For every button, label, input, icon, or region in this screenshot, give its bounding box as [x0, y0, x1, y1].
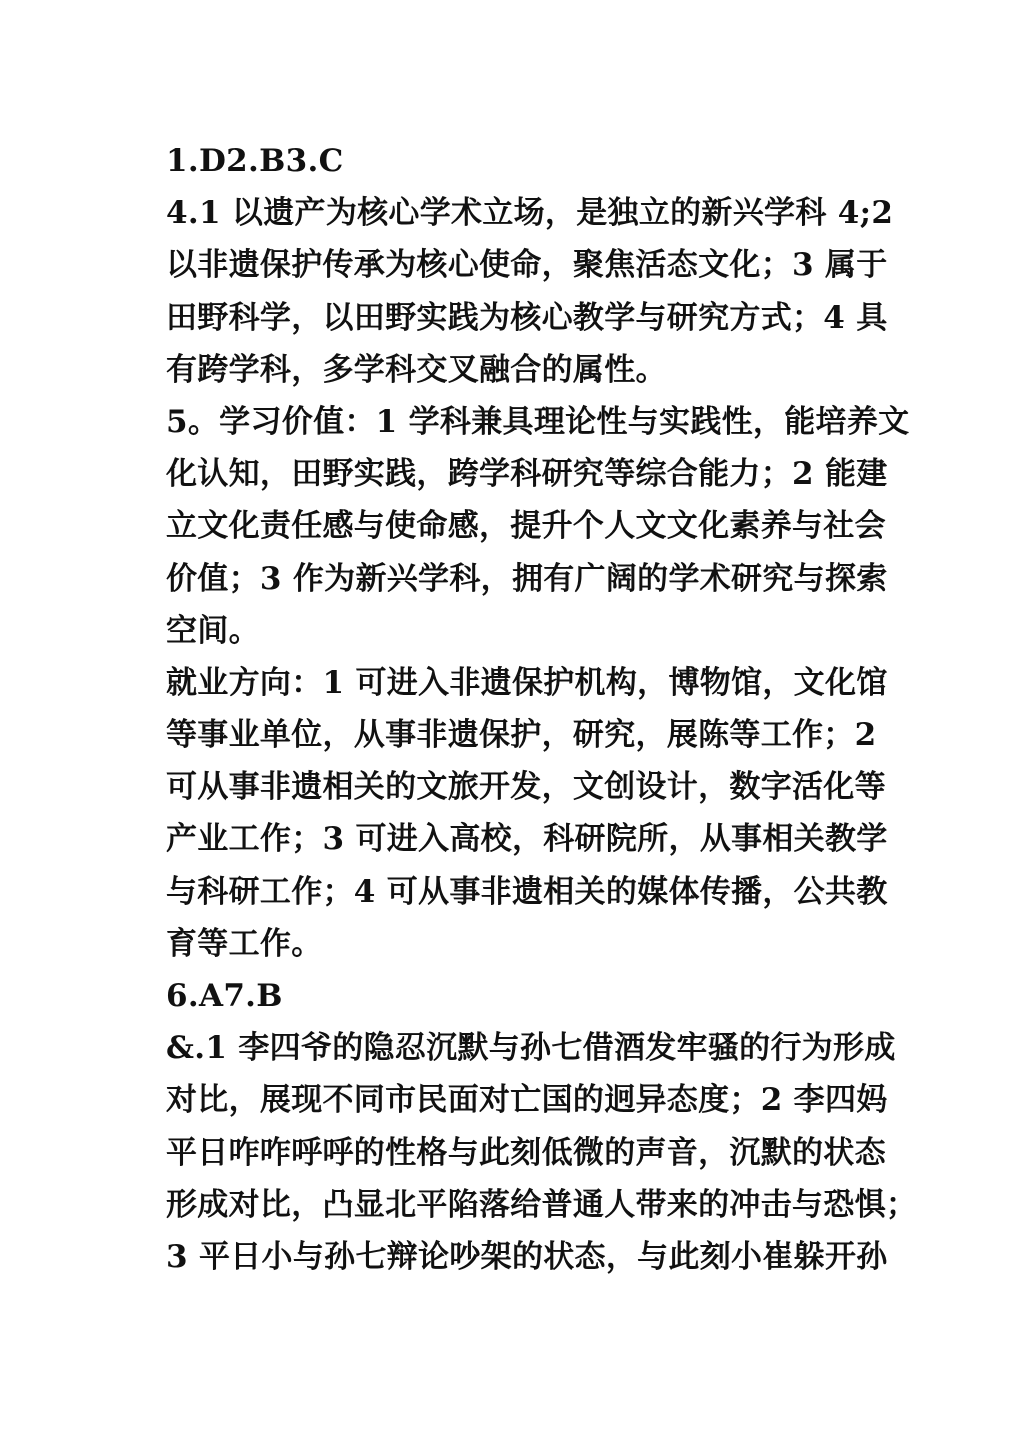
text-line-answers-1-3: 1.D2.B3.C: [166, 143, 344, 179]
text-line-q5-3: 立文化责任感与使命感，提升个人文文化素养与社会: [166, 508, 886, 545]
answer-text: [166, 135, 918, 1283]
text-line-answers-6-7: 6.A7.B: [166, 978, 283, 1014]
text-line-q4-4: 有跨学科，多学科交叉融合的属性。: [166, 351, 667, 388]
text-line-q4-3: 田野科学，以田野实践为核心教学与研究方式；4 具: [166, 299, 888, 336]
text-line-career-2: 等事业单位，从事非遗保护，研究，展陈等工作；2: [166, 717, 877, 754]
text-line-q5-4: 价值；3 作为新兴学科，拥有广阔的学术研究与探索: [166, 560, 888, 597]
text-line-career-5: 与科研工作；4 可从事非遗相关的媒体传播，公共教: [166, 873, 888, 910]
text-line-q8-1: &.1 李四爷的隐忍沉默与孙七借酒发牢骚的行为形成: [166, 1030, 896, 1067]
text-line-q5-2: 化认知，田野实践，跨学科研究等综合能力；2 能建: [166, 456, 888, 493]
text-line-career-1: 就业方向：1 可进入非遗保护机构，博物馆，文化馆: [166, 664, 888, 701]
text-line-q8-5: 3 平日小与孙七辩论吵架的状态，与此刻小崔躲开孙: [166, 1238, 888, 1275]
text-line-q8-4: 形成对比，凸显北平陷落给普通人带来的冲击与恐惧；: [166, 1186, 918, 1223]
text-line-career-6: 育等工作。: [166, 925, 323, 962]
text-line-q8-3: 平日咋咋呼呼的性格与此刻低微的声音，沉默的状态: [166, 1134, 886, 1171]
text-line-career-4: 产业工作；3 可进入高校，科研院所，从事相关教学: [166, 821, 888, 858]
text-line-q4-2: 以非遗保护传承为核心使命，聚焦活态文化；3 属于: [166, 247, 888, 284]
text-line-career-3: 可从事非遗相关的文旅开发，文创设计，数字活化等: [166, 769, 886, 806]
text-line-q5-1: 5。学习价值：1 学科兼具理论性与实践性，能培养文: [166, 403, 910, 440]
text-line-q8-2: 对比，展现不同市民面对亡国的迥异态度；2 李四妈: [166, 1082, 888, 1119]
text-line-q5-5: 空间。: [166, 612, 260, 649]
text-line-q4-1: 4.1 以遗产为核心学术立场，是独立的新兴学科 4;2: [166, 195, 894, 232]
